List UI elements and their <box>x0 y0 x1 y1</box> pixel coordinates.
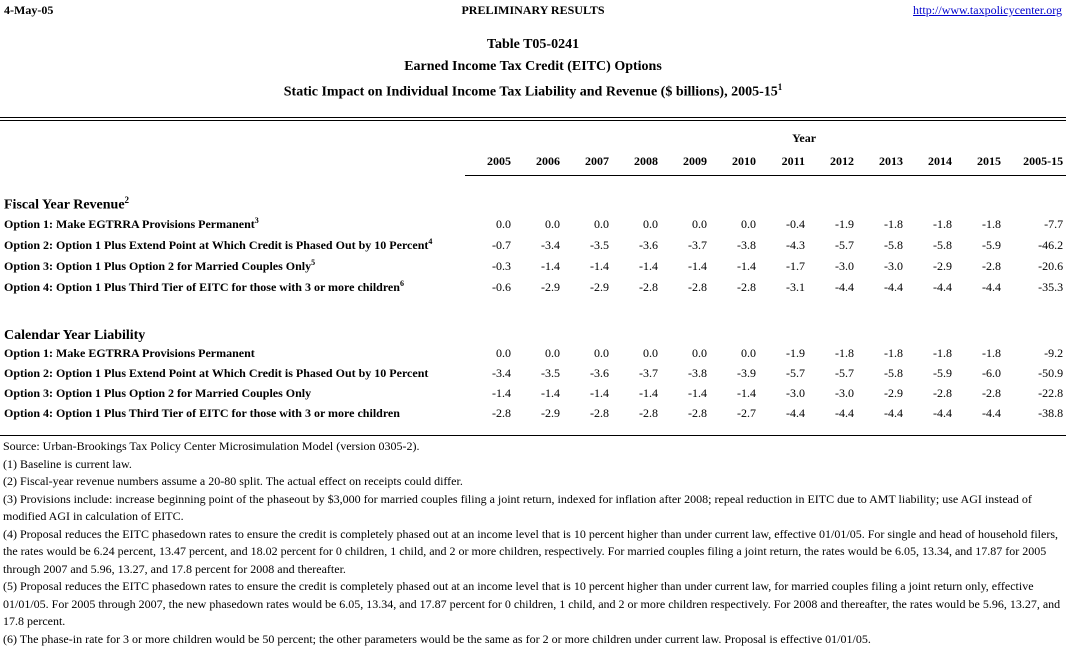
footnote: (5) Proposal reduces the EITC phasedown rates to ensure the credit is completely phased out at an income level that is 10 percent higher than under current law, for married couples filing a joint return only, effective 01/01/05. For 2005 through 2007, the new phasedown rates would be 6.05, 13.34, and 17.87 percent for 0 children, 1 child, and 2 or more children respectively. For 2008 and thereafter, the rates would be 5.96, 13.27, and 17.8 percent. <box>3 578 1063 631</box>
value-cell: -2.8 <box>612 277 661 298</box>
year-header: 2011 <box>759 149 808 175</box>
value-cell: -5.8 <box>857 235 906 256</box>
footnote-ref: 3 <box>255 216 259 225</box>
section-title-text: Fiscal Year Revenue <box>4 198 125 213</box>
year-header: 2012 <box>808 149 857 175</box>
footnote-ref: 4 <box>428 237 432 246</box>
year-header: 2007 <box>563 149 612 175</box>
table-row <box>0 364 1066 384</box>
row-label <box>0 277 465 298</box>
table-id: Table T05-0241 <box>0 37 1066 53</box>
value-cell: -3.6 <box>563 364 612 384</box>
row-label <box>0 384 465 404</box>
table-row <box>0 235 1066 256</box>
footnote: (4) Proposal reduces the EITC phasedown rates to ensure the credit is completely phased out at an income level that is 10 percent higher than under current law, effective 01/01/05. For single and head of household filers, the rates would be 6.24 percent, 13.47 percent, and 18.02 percent for 0 children, 1 child, and 2 or more children, respectively. For married couples filing a joint return, the rates would be 6.05, 13.34, and 17.87 for 2005 through 2007 and 5.96, 13.27, and 17.8 percent for 2008 and thereafter. <box>3 526 1063 579</box>
value-cell: -1.8 <box>808 344 857 364</box>
value-cell: -1.4 <box>465 384 514 404</box>
value-cell: -1.8 <box>955 344 1004 364</box>
value-cell: -3.4 <box>465 364 514 384</box>
value-cell: -3.5 <box>514 364 563 384</box>
preliminary-label: PRELIMINARY RESULTS <box>0 3 1066 18</box>
footnote-ref: 2 <box>125 195 130 205</box>
year-header-row <box>0 149 1066 175</box>
value-cell: -35.3 <box>1004 277 1066 298</box>
table-row <box>0 404 1066 424</box>
value-cell: 0.0 <box>661 344 710 364</box>
value-cell: -1.9 <box>808 214 857 235</box>
value-cell: -22.8 <box>1004 384 1066 404</box>
value-cell: 0.0 <box>465 214 514 235</box>
table-description <box>0 82 1066 101</box>
footnote: (1) Baseline is current law. <box>3 456 1063 474</box>
year-header: 2008 <box>612 149 661 175</box>
value-cell: -1.4 <box>710 384 759 404</box>
report-date: 4-May-05 <box>4 3 53 18</box>
year-group-header: Year <box>465 128 1066 149</box>
row-label-text: Option 4: Option 1 Plus Third Tier of EITC for those with 3 or more children <box>4 406 400 420</box>
value-cell: -5.9 <box>955 235 1004 256</box>
value-cell: -5.9 <box>906 364 955 384</box>
row-label-text: Option 1: Make EGTRRA Provisions Permanent <box>4 217 255 231</box>
value-cell: -4.4 <box>808 404 857 424</box>
value-cell: -5.7 <box>808 235 857 256</box>
description-text: Static Impact on Individual Income Tax Liability and Revenue ($ billions), 2005-15 <box>284 85 778 100</box>
row-label-text: Option 2: Option 1 Plus Extend Point at Which Credit is Phased Out by 10 Percent <box>4 366 428 380</box>
value-cell: -4.4 <box>808 277 857 298</box>
top-rule-2 <box>0 120 1066 121</box>
footnote-ref: 1 <box>778 82 783 92</box>
value-cell: -1.4 <box>563 384 612 404</box>
row-label <box>0 344 465 364</box>
top-rule <box>0 117 1066 118</box>
value-cell: -0.3 <box>465 256 514 277</box>
bottom-rule <box>0 435 1066 436</box>
value-cell: -0.4 <box>759 214 808 235</box>
value-cell: -2.8 <box>465 404 514 424</box>
value-cell: -3.1 <box>759 277 808 298</box>
value-cell: 0.0 <box>612 214 661 235</box>
footnotes <box>3 438 1063 648</box>
section-title <box>0 175 1066 214</box>
value-cell: -4.4 <box>955 404 1004 424</box>
value-cell: -3.4 <box>514 235 563 256</box>
value-cell: 0.0 <box>465 344 514 364</box>
value-cell: -3.8 <box>661 364 710 384</box>
year-header: 2009 <box>661 149 710 175</box>
row-label <box>0 235 465 256</box>
value-cell: -3.0 <box>808 384 857 404</box>
value-cell: -1.4 <box>563 256 612 277</box>
value-cell: -2.8 <box>661 277 710 298</box>
value-cell: 0.0 <box>612 344 661 364</box>
footnote-ref: 6 <box>400 279 404 288</box>
value-cell: -2.9 <box>514 277 563 298</box>
section-title-text: Calendar Year Liability <box>4 328 145 343</box>
value-cell: -4.4 <box>857 404 906 424</box>
table-row <box>0 384 1066 404</box>
row-label <box>0 214 465 235</box>
value-cell: -2.8 <box>710 277 759 298</box>
value-cell: -3.0 <box>759 384 808 404</box>
value-cell: -1.4 <box>514 256 563 277</box>
value-cell: -5.7 <box>759 364 808 384</box>
value-cell: -0.7 <box>465 235 514 256</box>
value-cell: -1.4 <box>661 256 710 277</box>
results-table <box>0 128 1066 424</box>
value-cell: -2.8 <box>955 384 1004 404</box>
row-label-text: Option 2: Option 1 Plus Extend Point at Which Credit is Phased Out by 10 Percent <box>4 238 428 252</box>
value-cell: -2.8 <box>563 404 612 424</box>
row-label-text: Option 3: Option 1 Plus Option 2 for Married Couples Only <box>4 259 311 273</box>
value-cell: -1.4 <box>612 384 661 404</box>
value-cell: 0.0 <box>514 344 563 364</box>
footnote: (3) Provisions include: increase beginning point of the phaseout by $3,000 for married couples filing a joint return, indexed for inflation after 2008; repeal reduction in EITC due to AMT liability; use AGI instead of modified AGI in calculation of EITC. <box>3 491 1063 526</box>
section-header-row <box>0 298 1066 344</box>
value-cell: -4.4 <box>906 277 955 298</box>
value-cell: -2.8 <box>661 404 710 424</box>
value-cell: -2.9 <box>906 256 955 277</box>
value-cell: -4.4 <box>906 404 955 424</box>
value-cell: -5.8 <box>857 364 906 384</box>
value-cell: -1.8 <box>857 344 906 364</box>
table-row <box>0 256 1066 277</box>
value-cell: -2.9 <box>514 404 563 424</box>
value-cell: 0.0 <box>710 344 759 364</box>
value-cell: -1.4 <box>710 256 759 277</box>
year-header: 2014 <box>906 149 955 175</box>
value-cell: -3.7 <box>661 235 710 256</box>
year-header: 2005 <box>465 149 514 175</box>
value-cell: 0.0 <box>563 344 612 364</box>
value-cell: -4.4 <box>857 277 906 298</box>
value-cell: -4.4 <box>759 404 808 424</box>
value-cell: -38.8 <box>1004 404 1066 424</box>
value-cell: -2.9 <box>857 384 906 404</box>
blank-cell <box>0 149 465 175</box>
value-cell: -50.9 <box>1004 364 1066 384</box>
row-label <box>0 364 465 384</box>
value-cell: -46.2 <box>1004 235 1066 256</box>
value-cell: -2.8 <box>906 384 955 404</box>
value-cell: -1.8 <box>906 214 955 235</box>
year-header: 2010 <box>710 149 759 175</box>
year-header: 2006 <box>514 149 563 175</box>
value-cell: -4.4 <box>955 277 1004 298</box>
value-cell: -3.6 <box>612 235 661 256</box>
source-note: Source: Urban-Brookings Tax Policy Center Microsimulation Model (version 0305-2). <box>3 438 1063 456</box>
year-header: 2015 <box>955 149 1004 175</box>
value-cell: -2.8 <box>612 404 661 424</box>
value-cell: -1.4 <box>612 256 661 277</box>
value-cell: 0.0 <box>710 214 759 235</box>
value-cell: -6.0 <box>955 364 1004 384</box>
value-cell: -0.6 <box>465 277 514 298</box>
value-cell: -5.7 <box>808 364 857 384</box>
value-cell: -1.4 <box>661 384 710 404</box>
section-header-row <box>0 175 1066 214</box>
blank-cell <box>0 128 465 149</box>
year-header: 2005-15 <box>1004 149 1066 175</box>
value-cell: 0.0 <box>661 214 710 235</box>
value-cell: -5.8 <box>906 235 955 256</box>
value-cell: 0.0 <box>514 214 563 235</box>
row-label <box>0 404 465 424</box>
value-cell: -1.8 <box>955 214 1004 235</box>
value-cell: -3.0 <box>857 256 906 277</box>
value-cell: -3.0 <box>808 256 857 277</box>
year-group-row <box>0 128 1066 149</box>
year-header: 2013 <box>857 149 906 175</box>
row-label-text: Option 4: Option 1 Plus Third Tier of EITC for those with 3 or more children <box>4 280 400 294</box>
value-cell: -2.7 <box>710 404 759 424</box>
tpc-link[interactable]: http://www.taxpolicycenter.org <box>913 3 1062 18</box>
row-label-text: Option 3: Option 1 Plus Option 2 for Married Couples Only <box>4 386 311 400</box>
footnote: (2) Fiscal-year revenue numbers assume a 20-80 split. The actual effect on receipts could differ. <box>3 473 1063 491</box>
value-cell: -20.6 <box>1004 256 1066 277</box>
value-cell: -7.7 <box>1004 214 1066 235</box>
table-row <box>0 344 1066 364</box>
value-cell: -3.5 <box>563 235 612 256</box>
value-cell: -1.4 <box>514 384 563 404</box>
footnote: (6) The phase-in rate for 3 or more children would be 50 percent; the other parameters would be the same as for 2 or more children under current law. Proposal is effective 01/01/05. <box>3 631 1063 648</box>
section-title <box>0 298 1066 344</box>
value-cell: -2.8 <box>955 256 1004 277</box>
value-cell: -2.9 <box>563 277 612 298</box>
table-row <box>0 214 1066 235</box>
value-cell: -9.2 <box>1004 344 1066 364</box>
value-cell: -4.3 <box>759 235 808 256</box>
value-cell: -3.8 <box>710 235 759 256</box>
row-label <box>0 256 465 277</box>
value-cell: -1.8 <box>857 214 906 235</box>
value-cell: -1.9 <box>759 344 808 364</box>
value-cell: 0.0 <box>563 214 612 235</box>
row-label-text: Option 1: Make EGTRRA Provisions Permanent <box>4 346 255 360</box>
table-row <box>0 277 1066 298</box>
value-cell: -3.7 <box>612 364 661 384</box>
value-cell: -1.8 <box>906 344 955 364</box>
footnote-ref: 5 <box>311 258 315 267</box>
value-cell: -1.7 <box>759 256 808 277</box>
table-subject: Earned Income Tax Credit (EITC) Options <box>0 59 1066 75</box>
value-cell: -3.9 <box>710 364 759 384</box>
